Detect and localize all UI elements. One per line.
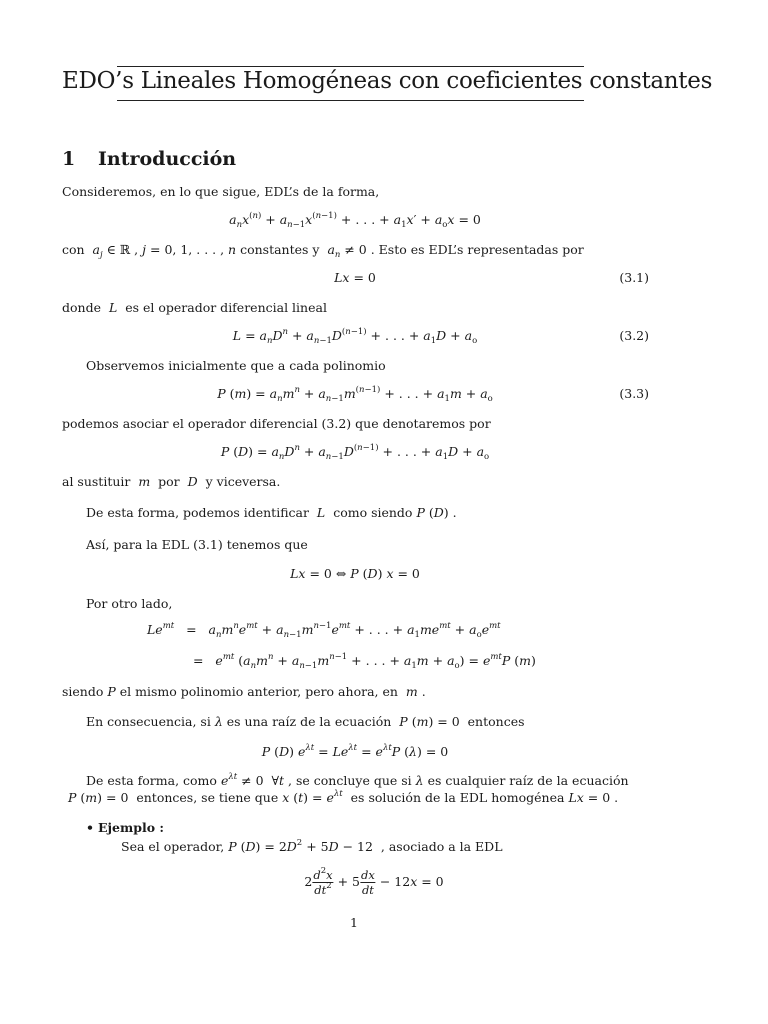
- equation-3-2: $L = a_nD^n + a_{n-1}D^{(n-1)}$ + . . . + $a_1D + a_o$: [232, 327, 478, 346]
- bottom-rule: [117, 100, 584, 101]
- equation-lemt-line-2: = $e^{mt}$ ($a_nm^n + a_{n-1}m^{n-1}$ + . . . + $a_1m + a_o) = e^{mt}P$ (m): [193, 652, 536, 671]
- paragraph-10: siendo P el mismo polinomio anterior, pero ahora, en m .: [62, 684, 426, 699]
- section-number: 1: [62, 148, 76, 170]
- example-heading: • Ejemplo :: [86, 820, 165, 835]
- page-number: 1: [350, 915, 358, 930]
- equation-root: P (D) $e^{\lambda t} = Le^{\lambda t} = e^{\lambda t}P$ (λ) = 0: [261, 743, 449, 759]
- equation-equivalence: Lx = 0 ⇔ P (D) x = 0: [290, 566, 420, 581]
- paragraph-2: con $a_j$ ∈ ℝ , j = 0, 1, . . . , n constantes y $a_n \ne 0$ . Esto es EDL’s representadas por: [62, 242, 584, 260]
- equation-3-3: P $(m) = a_nm^n + a_{n-1}m^{(n-1)}$ + . . . + $a_1m + a_o$: [217, 385, 493, 404]
- section-title: Introducción: [98, 148, 237, 170]
- paragraph-5: podemos asociar el operador diferencial (3.2) que denotaremos por: [62, 416, 491, 431]
- equation-number-3-1: (3.1): [619, 270, 649, 285]
- paragraph-8: Así, para la EDL (3.1) tenemos que: [86, 537, 308, 552]
- equation-lemt-line-1: $Le^{mt} = a_nm^ne^{mt} + a_{n-1}m^{n-1}e^{mt}$ + . . . + $a_1me^{mt} + a_oe^{mt}$: [147, 621, 501, 640]
- paragraph-9: Por otro lado,: [86, 596, 173, 611]
- bullet-icon: •: [86, 820, 94, 835]
- paragraph-3: donde L es el operador diferencial lineal: [62, 300, 327, 315]
- paragraph-6: al sustituir m por D y viceversa.: [62, 474, 281, 489]
- top-rule: [117, 66, 584, 67]
- paragraph-11: En consecuencia, si λ es una raíz de la ecuación P (m) = 0 entonces: [86, 714, 525, 729]
- equation-operator-pd: P $(D) = a_nD^n + a_{n-1}D^{(n-1)}$ + . . . + $a_1D + a_o$: [220, 443, 490, 462]
- equation-number-3-2: (3.2): [619, 328, 649, 343]
- equation-number-3-3: (3.3): [619, 386, 649, 401]
- paragraph-4: Observemos inicialmente que a cada polinomio: [86, 358, 386, 373]
- section-heading: [62, 148, 236, 170]
- paragraph-13: P (m) = 0 entonces, se tiene que x $(t) = e^{\lambda t}$ es solución de la EDL homogénea Lx = 0 .: [68, 789, 619, 805]
- equation-general-edl: $a_nx^{(n)} + a_{n-1}x^{(n-1)}$ + . . . + $a_1x' + a_ox = 0$: [229, 211, 481, 230]
- paragraph-7: De esta forma, podemos identificar L como siendo P (D) .: [86, 505, 457, 520]
- example-text: Sea el operador, P $(D) = 2D^2 + 5D - 12$ , asociado a la EDL: [121, 838, 503, 854]
- paragraph-1: Consideremos, en lo que sigue, EDL’s de la forma,: [62, 184, 380, 199]
- equation-example-edl: 2 $\frac{d^2x}{dt^2}$ + 5 $\frac{dx}{dt}$ − 12x = 0: [304, 866, 444, 897]
- page-title: EDO’s Lineales Homogéneas con coeficientes constantes: [62, 68, 713, 94]
- equation-3-1: Lx = 0: [334, 270, 376, 285]
- paragraph-12: De esta forma, como $e^{\lambda t} \ne 0$ ∀t , se concluye que si λ es cualquier raíz de la ecuación: [86, 772, 629, 788]
